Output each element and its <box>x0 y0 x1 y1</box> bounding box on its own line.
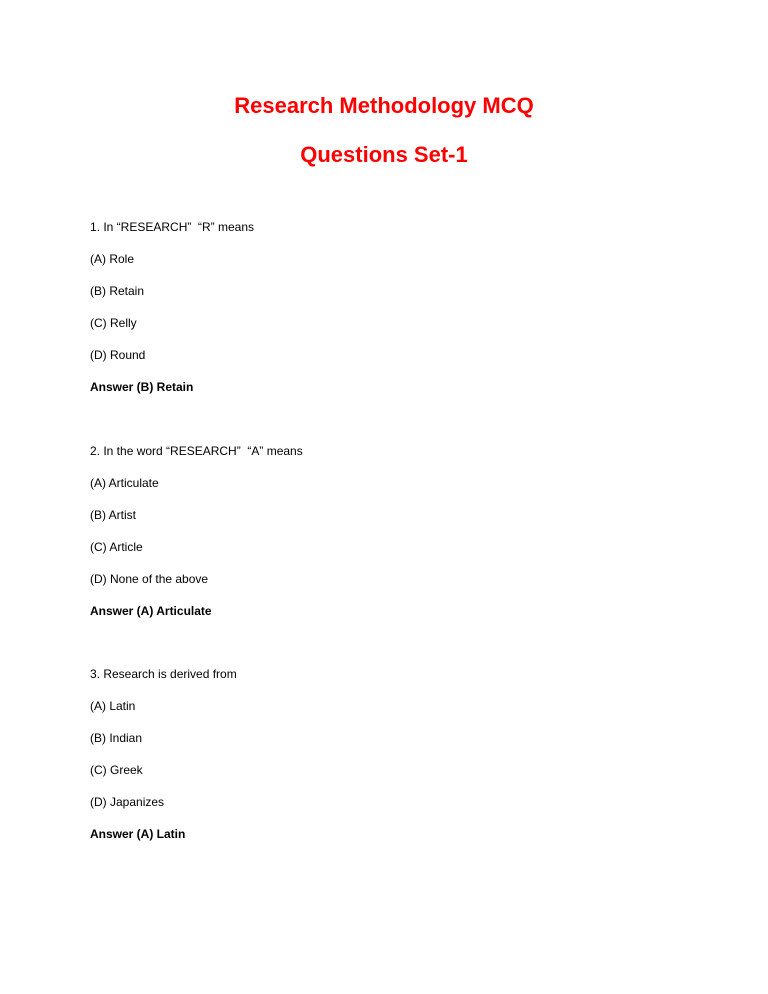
question-3-text: 3. Research is derived from <box>90 667 237 681</box>
question-3-answer: Answer (A) Latin <box>90 827 186 841</box>
question-2-text: 2. In the word “RESEARCH” “A” means <box>90 444 303 458</box>
document-subtitle: Questions Set-1 <box>300 142 468 167</box>
document-title: Research Methodology MCQ <box>234 93 534 118</box>
question-1-text: 1. In “RESEARCH” “R” means <box>90 220 255 234</box>
question-3-option-c: (C) Greek <box>90 763 143 777</box>
question-1-option-a: (A) Role <box>90 252 135 266</box>
question-2-option-a: (A) Articulate <box>90 476 159 490</box>
question-1-option-b: (B) Retain <box>90 284 145 298</box>
question-3-option-b: (B) Indian <box>90 731 143 745</box>
question-2-option-d: (D) None of the above <box>90 572 209 586</box>
question-1-option-c: (C) Relly <box>90 316 137 330</box>
question-3-option-a: (A) Latin <box>90 699 136 713</box>
question-1-option-d: (D) Round <box>90 348 146 362</box>
question-2-option-c: (C) Article <box>90 540 143 554</box>
question-2-answer: Answer (A) Articulate <box>90 604 212 618</box>
question-1-answer: Answer (B) Retain <box>90 380 194 394</box>
question-3-option-d: (D) Japanizes <box>90 795 165 809</box>
question-2-option-b: (B) Artist <box>90 508 137 522</box>
